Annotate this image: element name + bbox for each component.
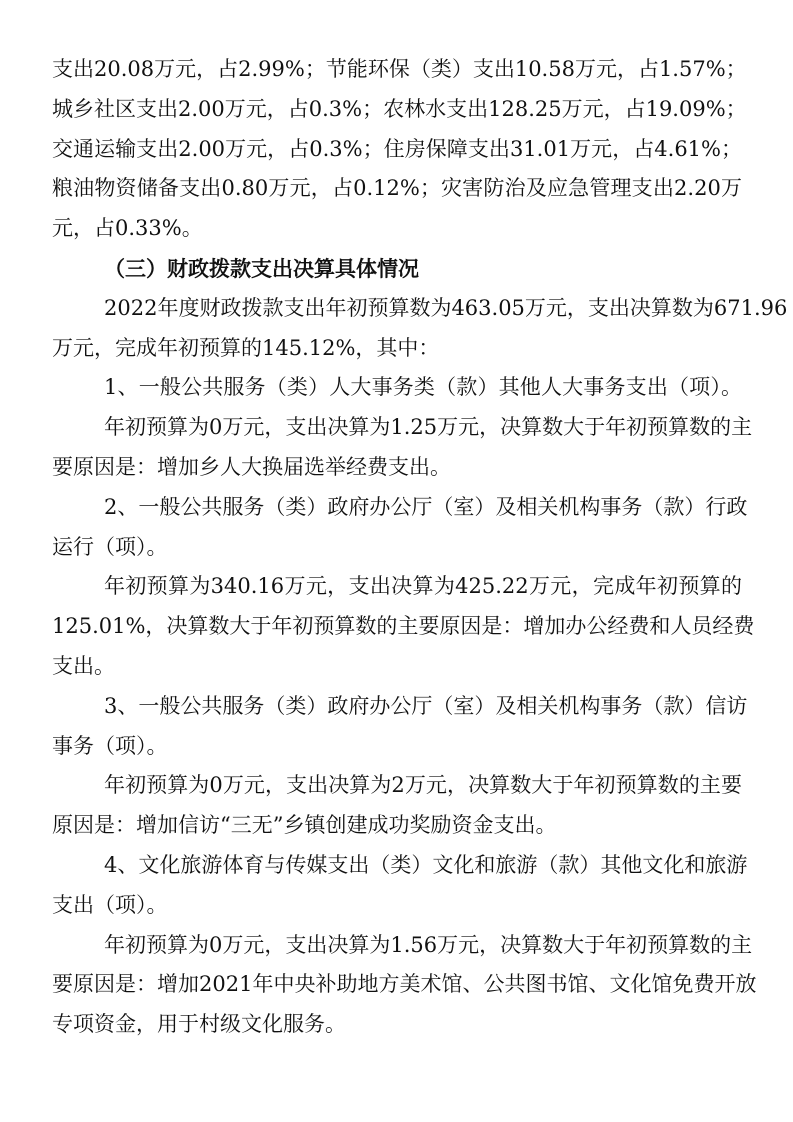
body-text	[52, 50, 788, 1045]
item-4-desc-line-2: 要原因是：增加2021年中央补助地方美术馆、公共图书馆、文化馆免费开放	[52, 972, 757, 997]
text-line-8: 万元，完成年初预算的145.12%，其中：	[52, 335, 440, 360]
item-2-title-line-1: 2、一般公共服务（类）政府办公厅（室）及相关机构事务（款）行政	[104, 494, 748, 519]
section-heading: （三）财政拨款支出决算具体情况	[104, 255, 419, 281]
item-4-title-line-1: 4、文化旅游体育与传媒支出（类）文化和旅游（款）其他文化和旅游	[104, 852, 748, 877]
text-line-4: 粮油物资储备支出0.80万元，占0.12%；灾害防治及应急管理支出2.20万	[52, 176, 742, 201]
text-line-5: 元，占0.33%。	[52, 216, 203, 241]
text-line-3: 交通运输支出2.00万元，占0.3%；住房保障支出31.01万元，占4.61%；	[52, 136, 742, 161]
item-4-desc-line-1: 年初预算为0万元，支出决算为1.56万元，决算数大于年初预算数的主	[104, 932, 753, 957]
text-line-7: 2022年度财政拨款支出年初预算数为463.05万元，支出决算数为671.96	[104, 295, 788, 320]
item-3-desc-line-1: 年初预算为0万元，支出决算为2万元，决算数大于年初预算数的主要	[104, 773, 742, 798]
item-2-title-line-2: 运行（项）。	[52, 534, 168, 559]
item-2-desc-line-2: 125.01%，决算数大于年初预算数的主要原因是：增加办公经费和人员经费	[52, 614, 755, 639]
text-line-2: 城乡社区支出2.00万元，占0.3%；农林水支出128.25万元，占19.09%；	[52, 96, 747, 121]
item-2-desc-line-3: 支出。	[52, 653, 115, 678]
item-3-desc-line-2: 原因是：增加信访“三无”乡镇创建成功奖励资金支出。	[52, 813, 557, 838]
item-1-desc-line-2: 要原因是：增加乡人大换届选举经费支出。	[52, 454, 451, 479]
item-4-desc-line-3: 专项资金，用于村级文化服务。	[52, 1012, 346, 1037]
item-2-desc-line-1: 年初预算为340.16万元，支出决算为425.22万元，完成年初预算的	[104, 574, 742, 599]
text-line-1: 支出20.08万元，占2.99%；节能环保（类）支出10.58万元，占1.57%；	[52, 57, 747, 81]
item-3-title-line-2: 事务（项）。	[52, 733, 168, 758]
item-1-desc-line-1: 年初预算为0万元，支出决算为1.25万元，决算数大于年初预算数的主	[104, 415, 753, 440]
item-4-title-line-2: 支出（项）。	[52, 892, 168, 917]
item-1-title: 1、一般公共服务（类）人大事务类（款）其他人大事务支出（项）。	[104, 375, 742, 400]
item-3-title-line-1: 3、一般公共服务（类）政府办公厅（室）及相关机构事务（款）信访	[104, 693, 748, 718]
